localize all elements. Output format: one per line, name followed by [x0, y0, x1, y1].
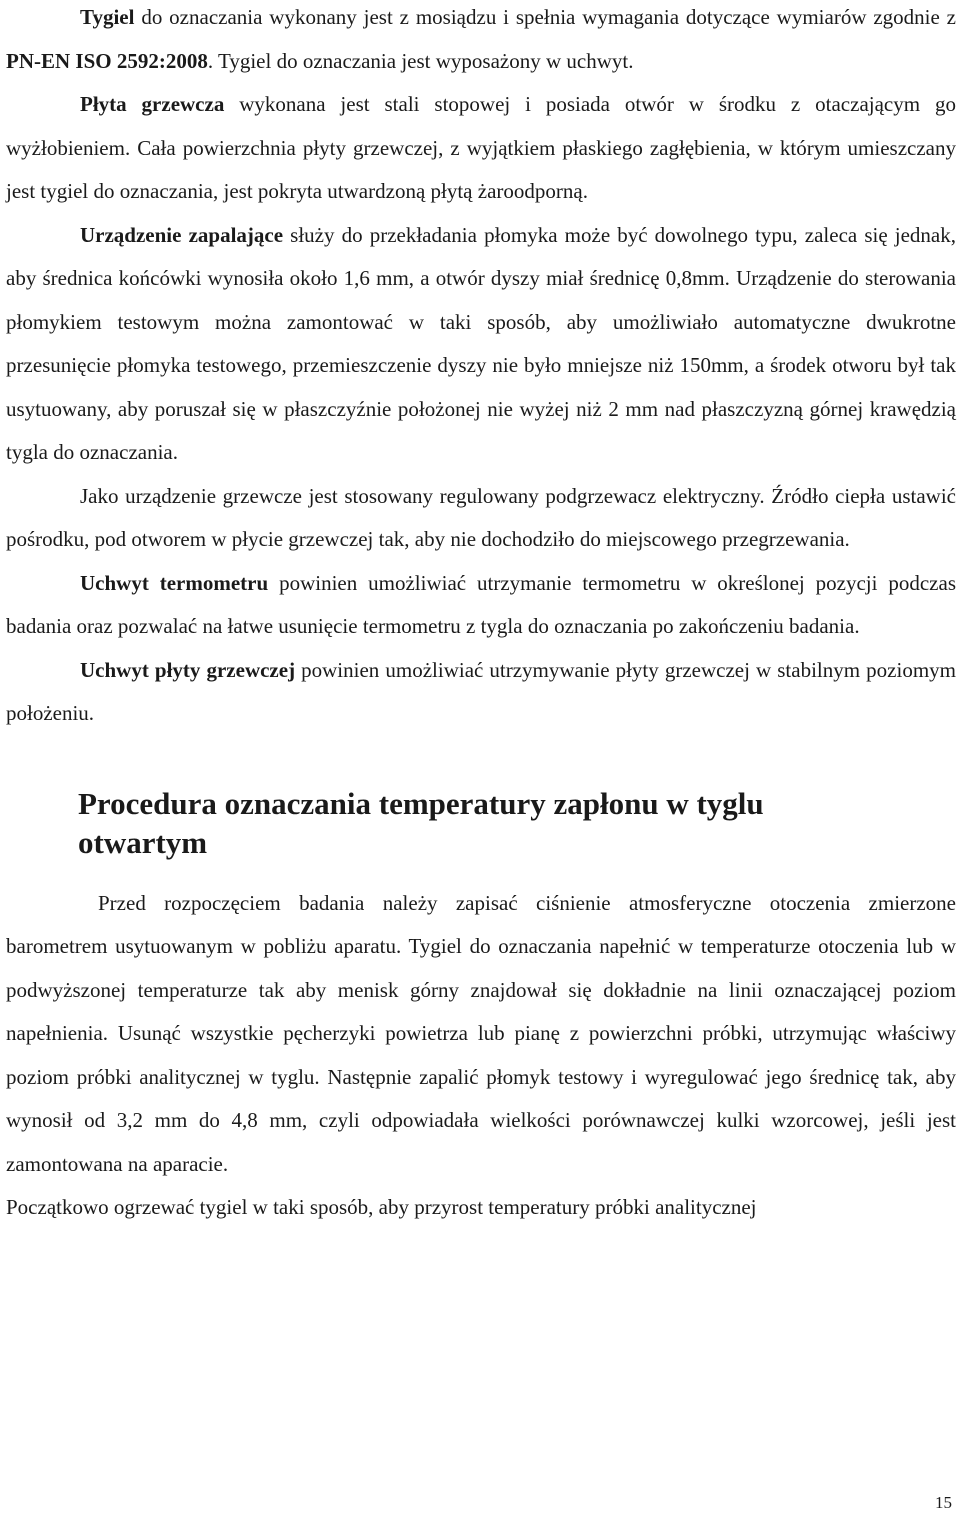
paragraph-text: wykonana jest stali stopowej i posiada otwór w środku z otaczającym go wyżłobieniem. Cała powierzchnia płyty grzewczej, z wyjątkiem płaskiego zagłębienia, w którym umieszczany jest tygiel do oznaczania, jest pokryta utwardzoną płytą żaroodporną. — [6, 92, 956, 203]
paragraph-crucible — [6, 0, 956, 83]
document-page — [6, 0, 956, 1230]
term-crucible: Tygiel — [80, 5, 135, 29]
paragraph-ignition-device — [6, 214, 956, 475]
standard-reference: PN-EN ISO 2592:2008 — [6, 48, 208, 73]
paragraph-plate-holder — [6, 649, 956, 736]
paragraph-procedure — [6, 882, 956, 1187]
paragraph-text: Początkowo ogrzewać tygiel w taki sposób, aby przyrost temperatury próbki analitycznej — [6, 1195, 757, 1219]
term-plate-holder: Uchwyt płyty grzewczej — [80, 657, 296, 682]
paragraph-heater — [6, 475, 956, 562]
term-heating-plate: Płyta grzewcza — [80, 92, 225, 116]
paragraph-text: Jako urządzenie grzewcze jest stosowany regulowany podgrzewacz elektryczny. Źródło ciepła ustawić pośrodku, pod otworem w płycie grzewczej tak, aby nie dochodziło do miejscowego przegrzewania. — [6, 483, 956, 551]
paragraph-text: powinien umożliwiać utrzymywanie płyty grzewczej w stabilnym poziomym położeniu. — [6, 657, 956, 725]
term-thermometer-holder: Uchwyt termometru — [80, 570, 269, 595]
paragraph-text: służy do przekładania płomyka może być dowolnego typu, zaleca się jednak, aby średnica końcówki wynosiła około 1,6 mm, a otwór dyszy miał średnicę 0,8mm. Urządzenie do sterowania płomykiem testowym można zamontować w taki sposób, aby umożliwiało automatyczne dwukrotne przesunięcie płomyka testowego, przemieszczenie dyszy nie było mniejsze niż 150mm, a środek otworu był tak usytuowany, aby poruszał się w płaszczyźnie położonej nie wyżej niż 2 mm nad płaszczyzną górnej krawędzią tygla do oznaczania. — [6, 222, 956, 464]
paragraph-heating-plate — [6, 83, 956, 214]
term-ignition-device: Urządzenie zapalające — [80, 222, 284, 247]
paragraph-text: powinien umożliwiać utrzymanie termometru w określonej pozycji podczas badania oraz pozwalać na łatwe usunięcie termometru z tygla do oznaczania po zakończeniu badania. — [6, 570, 956, 638]
paragraph-text: . Tygiel do oznaczania jest wyposażony w uchwyt. — [207, 48, 634, 73]
paragraph-procedure-continued — [6, 1186, 956, 1230]
paragraph-text: Przed rozpoczęciem badania należy zapisać ciśnienie atmosferyczne otoczenia zmierzone barometrem usytuowanym w pobliżu aparatu. Tygiel do oznaczania napełnić w temperaturze otoczenia lub w podwyższonej temperaturze tak aby menisk górny znajdował się dokładnie na linii oznaczającej poziom napełnienia. Usunąć wszystkie pęcherzyki powietrza lub pianę z powierzchni próbki, utrzymując właściwy poziom próbki analitycznej w tyglu. Następnie zapalić płomyk testowy i wyregulować jego średnicę tak, aby wynosił od 3,2 mm do 4,8 mm, czyli odpowiadała wielkości porównawczej kulki wzorcowej, jeśli jest zamontowana na aparacie. — [6, 890, 956, 1176]
section-heading: Procedura oznaczania temperatury zapłonu w tyglu otwartym — [78, 785, 764, 860]
paragraph-thermometer-holder — [6, 562, 956, 649]
page-number: 15 — [935, 1493, 952, 1512]
paragraph-text: do oznaczania wykonany jest z mosiądzu i spełnia wymagania dotyczące wymiarów zgodnie z — [134, 5, 956, 29]
